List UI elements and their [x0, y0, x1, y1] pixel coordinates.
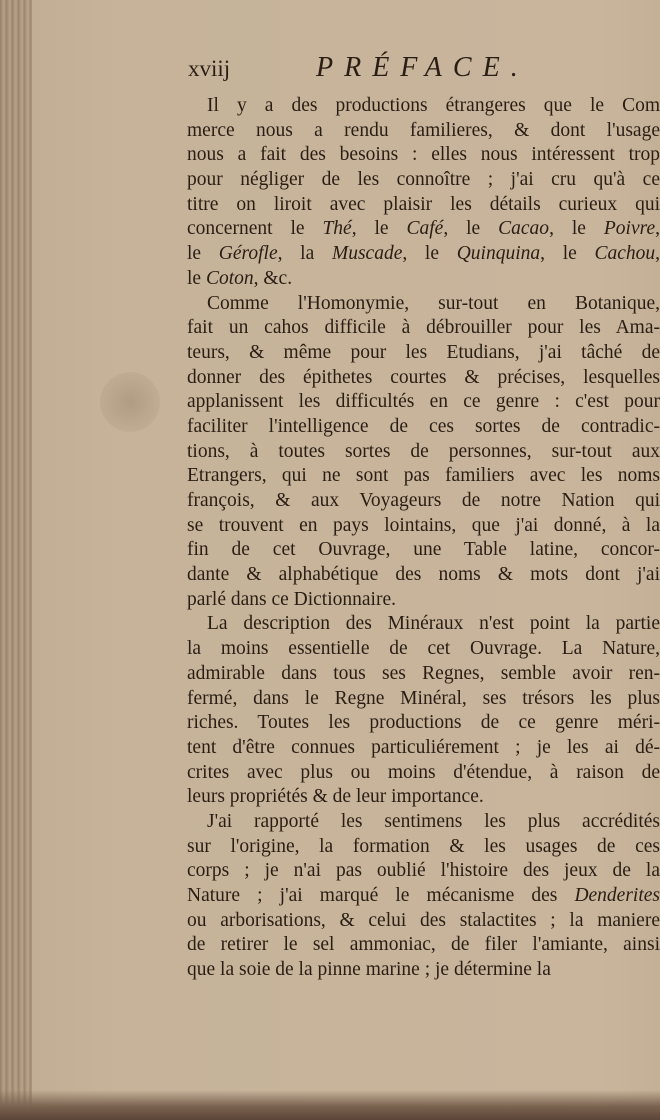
paragraph-p2: [187, 292, 660, 613]
text-line: françois, & aux Voyageurs de notre Nation qui: [187, 490, 660, 511]
text-line: ou arborisations, & celui des stalactites ; la maniere: [187, 909, 660, 931]
text-line: dante & alphabétique des noms & mots dont j'ai: [187, 564, 660, 586]
text-line: donner des épithetes courtes & précises, lesquelles: [187, 366, 660, 388]
page-header: [188, 52, 660, 88]
text-line: leurs propriétés & de leur importance.: [187, 786, 484, 808]
book-gutter: [0, 0, 32, 1120]
paper-stain: [100, 372, 160, 432]
text-line: tent d'être connues particuliérement ; je les ai dé-: [187, 736, 660, 758]
text-line: fait un cahos difficile à débrouiller pour les Ama-: [187, 317, 660, 339]
text-line: la moins essentielle de cet Ouvrage. La Nature,: [187, 638, 660, 660]
text-line: Il y a des productions étrangeres que le Com: [207, 95, 660, 116]
running-title: PRÉFACE.: [316, 52, 529, 83]
text-line: parlé dans ce Dictionnaire.: [187, 588, 396, 610]
text-line: riches. Toutes les productions de ce genre méri-: [187, 712, 660, 734]
text-line: tions, à toutes sortes de personnes, sur-tout aux: [187, 440, 660, 462]
text-line: faciliter l'intelligence de ces sortes de contradic-: [187, 415, 660, 437]
text-line: La description des Minéraux n'est point la partie: [207, 613, 660, 635]
text-line: J'ai rapporté les sentimens les plus accrédités: [207, 810, 660, 832]
text-line: que la soie de la pinne marine ; je détermine la: [187, 959, 551, 981]
text-line: Comme l'Homonymie, sur-tout en Botanique,: [207, 292, 660, 314]
text-line: merce nous a rendu familieres, & dont l'usage: [187, 119, 660, 141]
text-line: sur l'origine, la formation & les usages de ces: [187, 835, 660, 857]
page-bottom-edge: [0, 1090, 660, 1120]
text-line: concernent le Thé, le Café, le Cacao, le Poivre,: [187, 218, 660, 240]
text-line: applanissent les difficultés en ce genre : c'est pour: [187, 391, 660, 413]
text-line: nous a fait des besoins : elles nous intéressent trop: [187, 144, 660, 166]
text-line: de retirer le sel ammoniac, de filer l'amiante, ainsi: [187, 934, 660, 956]
text-line: le Gérofle, la Muscade, le Quinquina, le Cachou,: [187, 243, 660, 265]
text-line: titre on liroit avec plaisir les détails curieux qui: [187, 193, 660, 215]
text-line: fermé, dans le Regne Minéral, ses trésors les plus: [187, 687, 660, 709]
body-text: [187, 94, 660, 983]
paragraph-p3: [187, 612, 660, 810]
paragraph-p1: [187, 94, 660, 292]
page-folio: xviij: [188, 56, 231, 81]
text-line: admirable dans tous ses Regnes, semble avoir ren-: [187, 662, 660, 684]
text-line: pour négliger de les connoître ; j'ai cru qu'à ce: [187, 169, 660, 191]
paragraph-p4: [187, 810, 660, 983]
text-line: fin de cet Ouvrage, une Table latine, concor-: [187, 539, 660, 561]
text-line: crites avec plus ou moins d'étendue, à raison de: [187, 761, 660, 783]
text-line: teurs, & même pour les Etudians, j'ai tâché de: [187, 341, 660, 363]
text-line: se trouvent en pays lointains, que j'ai donné, à la: [187, 514, 660, 536]
text-line: corps ; je n'ai pas oublié l'histoire des jeux de la: [187, 860, 660, 882]
text-line: Etrangers, qui ne sont pas familiers avec les noms: [187, 465, 660, 487]
text-line: le Coton, &c.: [187, 267, 293, 289]
text-line: Nature ; j'ai marqué le mécanisme des Denderites: [187, 885, 660, 906]
